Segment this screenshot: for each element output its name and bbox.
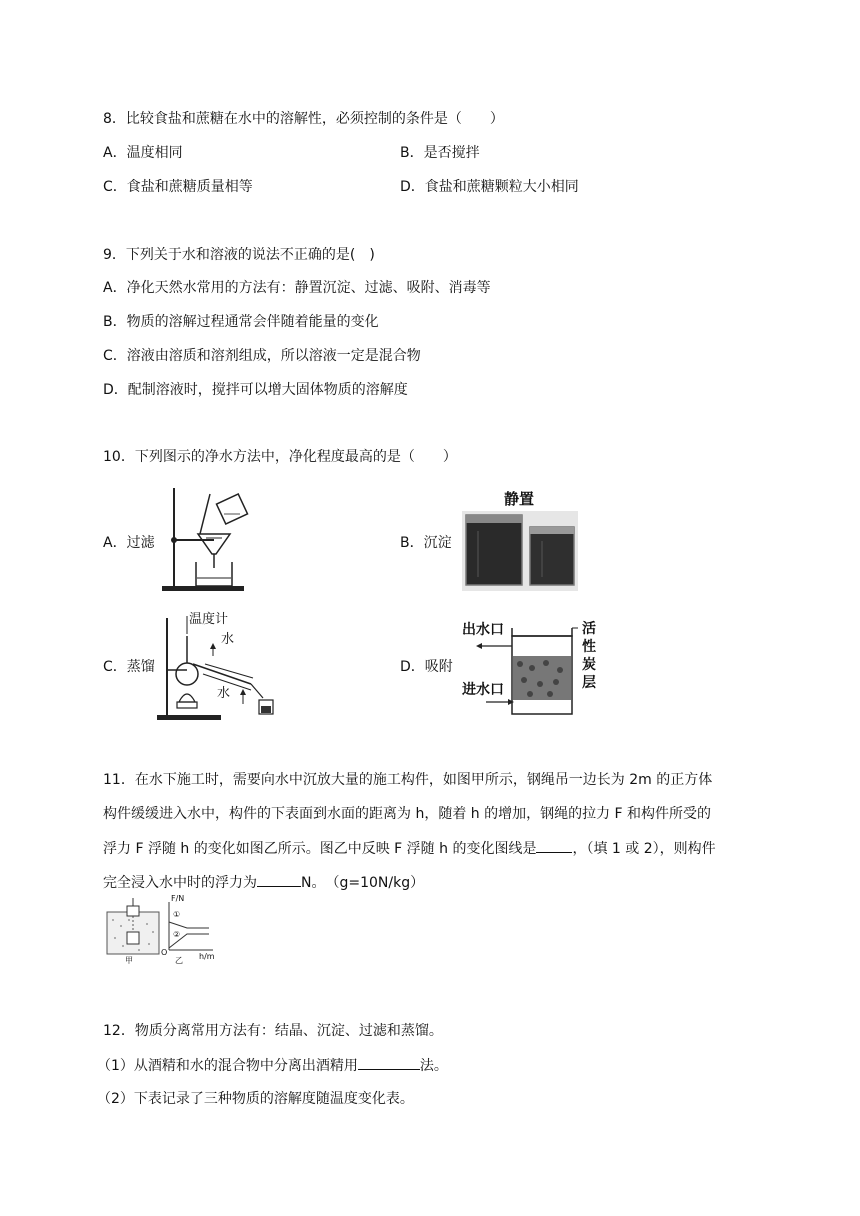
q9-option-c: C．溶液由溶质和溶剂组成，所以溶液一定是混合物 xyxy=(103,348,421,364)
q10-option-a: A．过滤 xyxy=(103,535,155,551)
carbon-layer-char-4: 层 xyxy=(582,675,596,691)
sedimentation-figure xyxy=(460,487,580,592)
q10-option-b: B．沉淀 xyxy=(400,535,452,551)
filtration-figure xyxy=(160,484,260,594)
q11-line-3-text: 浮力 F 浮随 h 的变化如图乙所示。图乙中反映 F 浮随 h 的变化图线是 xyxy=(103,841,537,857)
q9-option-b: B．物质的溶解过程通常会伴随着能量的变化 xyxy=(103,314,379,330)
buoyancy-figure xyxy=(103,894,223,968)
q12-part-1-tail: 法。 xyxy=(419,1058,448,1074)
q8-option-d: D．食盐和蔗糖颗粒大小相同 xyxy=(400,179,579,195)
curve-1-label: ① xyxy=(173,910,181,919)
q8-option-a: A．温度相同 xyxy=(103,145,183,161)
figure-jia-label: 甲 xyxy=(125,956,133,965)
carbon-layer-char-1: 活 xyxy=(582,621,596,637)
q8-stem: 8．比较食盐和蔗糖在水中的溶解性，必须控制的条件是（ ） xyxy=(103,111,504,127)
q12-stem: 12．物质分离常用方法有：结晶、沉淀、过滤和蒸馏。 xyxy=(103,1023,443,1039)
water-out-label: 水 xyxy=(221,632,235,647)
q11-line-3-tail: ，（填 1 或 2），则构件 xyxy=(572,841,716,857)
q8-option-b: B．是否搅拌 xyxy=(400,145,480,161)
q12-part-1 xyxy=(97,1055,448,1076)
q12-part-1-text: （1）从酒精和水的混合物中分离出酒精用 xyxy=(97,1058,358,1074)
q11-line-4-tail: N。 （g=10N/kg） xyxy=(301,875,425,891)
q11-line-4 xyxy=(103,872,424,893)
q11-line-1: 11．在水下施工时，需要向水中沉放大量的施工构件，如图甲所示，钢绳吊一边长为 2m 的正方体 xyxy=(103,772,713,788)
axis-x-label: h/m xyxy=(199,952,215,961)
q11-blank-curve[interactable] xyxy=(536,838,572,853)
q12-part-2: （2）下表记录了三种物质的溶解度随温度变化表。 xyxy=(97,1091,414,1107)
q11-line-3 xyxy=(103,838,716,859)
carbon-layer-char-2: 性 xyxy=(582,639,596,655)
distillation-figure xyxy=(155,612,285,724)
outlet-label: 出水口 xyxy=(462,622,504,638)
q11-line-4-text: 完全浸入水中时的浮力为 xyxy=(103,875,257,891)
adsorption-figure xyxy=(460,616,605,724)
q9-option-a: A．净化天然水常用的方法有：静置沉淀、过滤、吸附、消毒等 xyxy=(103,280,491,296)
q9-stem: 9．下列关于水和溶液的说法不正确的是( ) xyxy=(103,247,375,263)
q11-line-2: 构件缓缓进入水中，构件的下表面到水面的距离为 h，随着 h 的增加，钢绳的拉力 F 和构件所受的 xyxy=(103,806,712,822)
axis-y-label: F/N xyxy=(171,894,185,903)
q12-blank-method[interactable] xyxy=(358,1055,420,1070)
water-in-label: 水 xyxy=(217,686,231,701)
q9-option-d: D．配制溶液时，搅拌可以增大固体物质的溶解度 xyxy=(103,382,408,398)
inlet-label: 进水口 xyxy=(462,682,504,698)
q10-option-c: C．蒸馏 xyxy=(103,659,155,675)
q8-option-c: C．食盐和蔗糖质量相等 xyxy=(103,179,253,195)
figure-yi-label: 乙 xyxy=(175,956,183,965)
q11-blank-buoyancy[interactable] xyxy=(257,872,301,887)
q10-stem: 10．下列图示的净水方法中，净化程度最高的是（ ） xyxy=(103,449,457,465)
carbon-layer-char-3: 炭 xyxy=(582,657,596,673)
axis-origin: O xyxy=(161,948,168,957)
sedimentation-caption: 静置 xyxy=(504,490,535,508)
q10-option-d: D．吸附 xyxy=(400,659,453,675)
curve-2-label: ② xyxy=(173,930,181,939)
thermometer-label: 温度计 xyxy=(189,612,229,627)
